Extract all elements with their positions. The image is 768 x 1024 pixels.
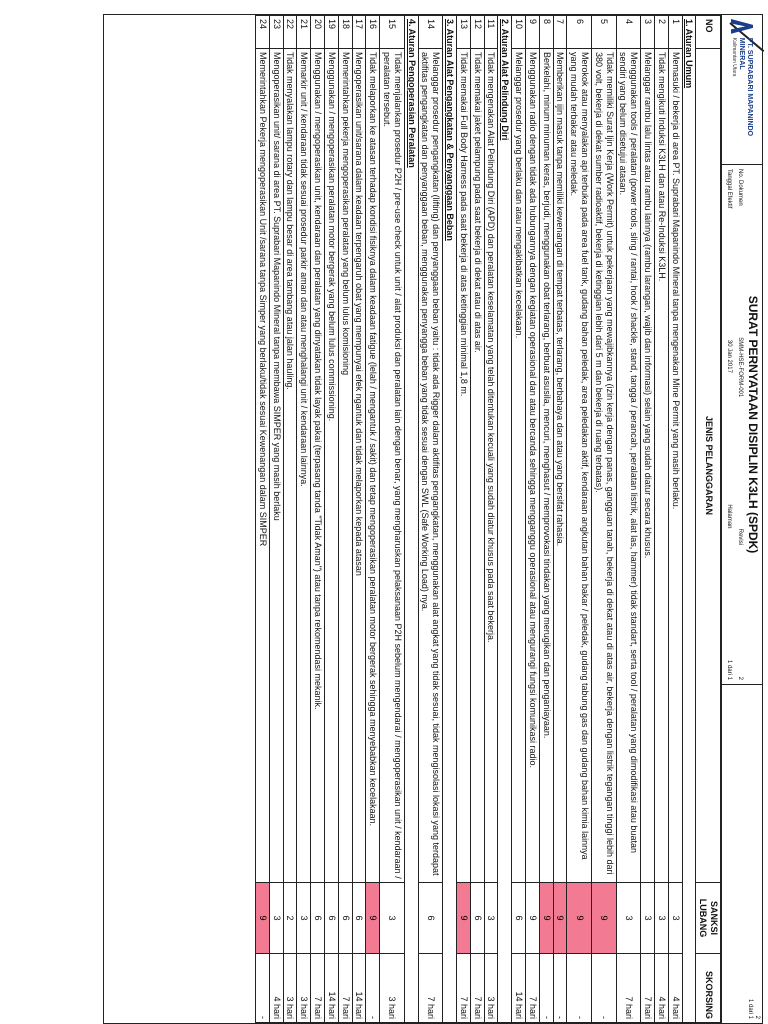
skorsing-value: 7 hari [616, 954, 641, 1023]
skorsing-value: 4 hari [668, 954, 682, 1023]
sanksi-lubang-value: 3 [297, 883, 311, 954]
col-no: NO [696, 16, 721, 49]
violation-description: Tidak mengenakan Alat Pelindung Diri (APD) dan peralatan keselamatan yang telah ditentukan kecuali yang sudah diatur khusus pada saat bekerja. [484, 49, 498, 883]
sanksi-lubang-value: 3 [484, 883, 498, 954]
row-number: 17 [352, 16, 366, 49]
skorsing-value: 7 hari [526, 954, 540, 1023]
violation-description: Menggunakan tools / peralatan (power tools, sling / rantai, hook / shackle, stand, tangga / perancah, peralatan listrik, alat las, hammer) tidak standart, serta tool / peralatan yang dimodifikasi atau buatan sendiri yang belum disetujui atasan. [616, 49, 641, 883]
sanksi-lubang-value: 3 [655, 883, 669, 954]
table-row [484, 16, 498, 1023]
violation-description: Menggunakan radio dengan tidak ada hubungannya dengan kegiatan operasional dan atau bercanda sehingga mengganggu operasional atau mengurangi fungsi komunikasi radio. [526, 49, 540, 883]
sanksi-lubang-value: 6 [311, 883, 325, 954]
row-number: 14 [418, 16, 443, 49]
table-row [269, 16, 283, 1023]
skorsing-value: 4 hari [269, 954, 283, 1023]
sanksi-lubang-value: 6 [352, 883, 366, 954]
row-number: 8 [539, 16, 553, 49]
sanksi-lubang-value: 2 [283, 883, 297, 954]
table-row [668, 16, 682, 1023]
row-number: 7 [553, 16, 567, 49]
company-name: PT. SUPRABARI MAPANINDO MINERAL [738, 37, 754, 137]
skorsing-value: - [256, 954, 270, 1023]
skorsing-value: 7 hari [311, 954, 325, 1023]
row-number: 19 [325, 16, 339, 49]
skorsing-value: - [592, 954, 617, 1023]
violation-description: Tidak melaporkan ke atasan terhadap kondisi fisiknya dalam keadaan fatigue (lelah / mengantuk / sakit) dan tetap mengoperasikan peralatan motor bergerak sehingga menyebabkan kecelakaan. [366, 49, 380, 883]
doc-no-value: SMM-HSE-FORM-001 [736, 337, 743, 398]
skorsing-value: 7 hari [418, 954, 443, 1023]
skorsing-value: 3 hari [380, 954, 405, 1023]
table-row [526, 16, 540, 1023]
row-number: 13 [457, 16, 471, 49]
violation-description: Melanggar rambu lalu lintas atau rambu lainnya (rambu larangan, wajib dan informasi) selain yang sudah diatur secara khusus. [641, 49, 655, 883]
row-number: 20 [311, 16, 325, 49]
table-row [352, 16, 366, 1023]
sanksi-lubang-value: 9 [366, 883, 380, 954]
section-header-row [498, 16, 512, 1023]
table-row [380, 16, 405, 1023]
row-number: 15 [380, 16, 405, 49]
table-row [567, 16, 592, 1023]
table-row [256, 16, 270, 1023]
skorsing-value: 4 hari [655, 954, 669, 1023]
sanksi-lubang-value: 9 [539, 883, 553, 954]
skorsing-value: 7 hari [338, 954, 352, 1023]
violation-description: Memerintahkan pekerja mengoperasikan peralatan yang belum lulus komisioning [338, 49, 352, 883]
sanksi-lubang-value: 3 [616, 883, 641, 954]
violation-description: Menggunakan / mengoperasikan peralatan motor bergerak yang belum lulus commissioning. [325, 49, 339, 883]
violation-description: Memasuki / bekerja di area PT. Suprabari Mapanindo Mineral tanpa mengenakan Mine Permit yang masih berlaku. [668, 49, 682, 883]
table-row [418, 16, 443, 1023]
company-logo-icon [731, 19, 753, 34]
table-row [512, 16, 526, 1023]
sanksi-lubang-value: 9 [592, 883, 617, 954]
sanksi-lubang-value: 6 [512, 883, 526, 954]
violation-description: Mengoperasikan unit/sarana dalam keadaan terpengaruh obat yang mempunyai efek ngantuk dan tidak melaporkan kepada atasan [352, 49, 366, 883]
date-value: 30 Jan 2017 [726, 339, 733, 373]
document-header [721, 15, 762, 1023]
sanksi-lubang-value: 3 [269, 883, 283, 954]
table-row [655, 16, 669, 1023]
sanksi-lubang-value: 6 [418, 883, 443, 954]
skorsing-value: 7 hari [641, 954, 655, 1023]
sanksi-lubang-value: 9 [553, 883, 567, 954]
page-value: 1 dari 1 [726, 659, 733, 680]
violation-description: Tidak memiliki Surat Ijin Kerja (Work Permit) untuk pekerjaan yang mewajibkannya (izin kerja dengan panas, gangguan tanah, bekerja di dekat atau di atas air, bekerja dengan listrik tegangan tinggi lebih dari 380 volt, bekerja di dekat sumber radioaktif, bekerja di ketinggian lebih dari 5 m dan bekerja di ruang terbatas). [592, 49, 617, 883]
table-row [457, 16, 471, 1023]
section-header-row [404, 16, 418, 1023]
row-number: 21 [297, 16, 311, 49]
row-number: 10 [512, 16, 526, 49]
row-number: 5 [592, 16, 617, 49]
sanksi-lubang-value: 9 [567, 883, 592, 954]
document-title: SURAT PERNYATAAN DISIPLIN K3LH (SPDK) [746, 295, 760, 554]
skorsing-value: 7 hari [470, 954, 484, 1023]
table-row [641, 16, 655, 1023]
revision-label: Revisi [736, 528, 743, 546]
section-title: 4. Aturan Pengoperasian Peralatan [404, 16, 418, 1023]
table-row [311, 16, 325, 1023]
table-row [470, 16, 484, 1023]
row-number: 23 [269, 16, 283, 49]
violation-description: Mengoperasikan unit/ sarana di area PT. Suprabari Mapanindo Mineral tanpa membawa SIMPER yang masih berlaku [269, 49, 283, 883]
section-title: 2. Aturan Alat Pelindung Diri [498, 16, 512, 1023]
table-row [283, 16, 297, 1023]
sanksi-lubang-value: 6 [325, 883, 339, 954]
skorsing-value: 3 hari [297, 954, 311, 1023]
row-number: 6 [567, 16, 592, 49]
company-subtitle: Kalimantan Utara [730, 37, 737, 77]
revision-value: 2 [736, 676, 743, 680]
row-number: 18 [338, 16, 352, 49]
violation-description: Menggunakan / mengoperasikan unit, kendaraan dan peralatan yang dinyatakan tidak layak pakai (terpasang tanda "Tidak Aman") atau tanpa rekomendasi mekanik. [311, 49, 325, 883]
table-row [297, 16, 311, 1023]
sanksi-lubang-value: 3 [380, 883, 405, 954]
skorsing-value: 14 hari [325, 954, 339, 1023]
section-header-row [682, 16, 696, 1023]
page-indicator: 2 1 dari 1 [746, 998, 760, 1019]
date-label: Tanggal Efektif [726, 169, 733, 209]
violation-description: Berkelahi, minum minuman keras, berjudi, menggunakan obat terlarang, berbuat asusila, mencuri, menghasut / memprovokasi tindakan yang merugikan dan penganiayaan. [539, 49, 553, 883]
row-number: 24 [256, 16, 270, 49]
violation-description: Tidak memakai Full Body Harness pada saat bekerja di atas ketinggian minimal 1,8 m. [457, 49, 471, 883]
row-number: 1 [668, 16, 682, 49]
sanksi-lubang-value: 9 [457, 883, 471, 954]
violation-description: Tidak memakai jaket pelampung pada saat bekerja di dekat atau di atas air. [470, 49, 484, 883]
table-row [539, 16, 553, 1023]
table-body [256, 16, 696, 1023]
sanksi-lubang-value: 6 [338, 883, 352, 954]
violation-description: Tidak mengikuti Induksi K3LH dan atau Re-Induksi K3LH. [655, 49, 669, 883]
row-number: 11 [484, 16, 498, 49]
sanksi-lubang-value: 3 [641, 883, 655, 954]
skorsing-value: 7 hari [457, 954, 471, 1023]
section-header-row [443, 16, 457, 1023]
row-number: 9 [526, 16, 540, 49]
table-row [325, 16, 339, 1023]
doc-no-label: No. Dokumen [736, 169, 743, 206]
col-sanksi-lubang: SANKSI LUBANG [696, 883, 721, 954]
skorsing-value: 3 hari [484, 954, 498, 1023]
table-row [616, 16, 641, 1023]
table-row [338, 16, 352, 1023]
section-title: 1. Aturan Umum [682, 16, 696, 1023]
table-row [592, 16, 617, 1023]
skorsing-value: 14 hari [352, 954, 366, 1023]
violation-description: Melanggar prosedur yang berlaku dan atau mengakibatkan kecelakaan. [512, 49, 526, 883]
row-number: 16 [366, 16, 380, 49]
violation-description: Merokok atau menyalakan api terbuka pada area fuel tank, gudang bahan peledak, area peledakan aktif, kendaraan angkutan bahan bakar / peledak, gudang tabung gas dan gudang bahan kimia lainnya yang mudah terbakar atau meledak. [567, 49, 592, 883]
row-number: 2 [655, 16, 669, 49]
row-number: 22 [283, 16, 297, 49]
violation-description: Tidak menyalakan lampu rotary dan lampu besar di area tambang atau jalan hauling. [283, 49, 297, 883]
skorsing-value: - [567, 954, 592, 1023]
sanksi-lubang-value: 6 [470, 883, 484, 954]
row-number: 4 [616, 16, 641, 49]
row-number: 3 [641, 16, 655, 49]
violation-description: Memarkir unit / kendaraan tidak sesuai prosedur parkir aman dan atau menghalangi unit / kendaraan lainnya. [297, 49, 311, 883]
row-number: 12 [470, 16, 484, 49]
company-logo-block [722, 15, 762, 165]
section-title: 3. Aturan Alat Pengangkatan & Penyanggaan Beban [443, 16, 457, 1023]
skorsing-value: - [539, 954, 553, 1023]
page-label: Halaman [726, 504, 733, 529]
violation-description: Memerintahkan Pekerja mengoperasikan Unit /sarana tanpa Simper yang berlaku/tidak sesuai Kewenangan dalam SIMPER [256, 49, 270, 883]
col-skorsing: SKORSING [696, 954, 721, 1023]
table-row [366, 16, 380, 1023]
skorsing-value: - [366, 954, 380, 1023]
violations-table [255, 15, 721, 1023]
table-header-row [696, 16, 721, 1023]
title-block [722, 165, 762, 685]
violation-description: Tidak menjalankan prosedur P2H / pre-use check untuk unit / alat produksi dan peralatan lain dengan benar, yang mengharuskan pelaksanaan P2H sebelum mengendarai / mengoperasikan unit / kendaraan / peralatan tersebut. [380, 49, 405, 883]
sanksi-lubang-value: 9 [256, 883, 270, 954]
sanksi-lubang-value: 3 [668, 883, 682, 954]
skorsing-value: 3 hari [283, 954, 297, 1023]
col-jenis-pelanggaran: JENIS PELANGGARAN [696, 49, 721, 883]
violation-description: Memberikan ijin masuk tanpa memiliki kewenangan di tempat terbatas, terlarang, berbahaya dan atau yang bersifat rahasia. [553, 49, 567, 883]
sanksi-lubang-value: 9 [526, 883, 540, 954]
skorsing-value: 14 hari [512, 954, 526, 1023]
skorsing-value: - [553, 954, 567, 1023]
violation-description: Melanggar prosedur pengangkatan (lifting) dan penyanggaan beban yaitu : tidak ada Rigger dalam aktifitas pengangkatan, menggunakan alat angkat yang tidak sesuai, tidak mengisolasi lokasi yang terdapat aktifitas pengangkatan dan penyanggaan beban, menggunakan penyangga beban yang tidak sesuai dengan SWL (Safe Working Load) nya. [418, 49, 443, 883]
spdk-document [103, 14, 763, 1024]
table-row [553, 16, 567, 1023]
